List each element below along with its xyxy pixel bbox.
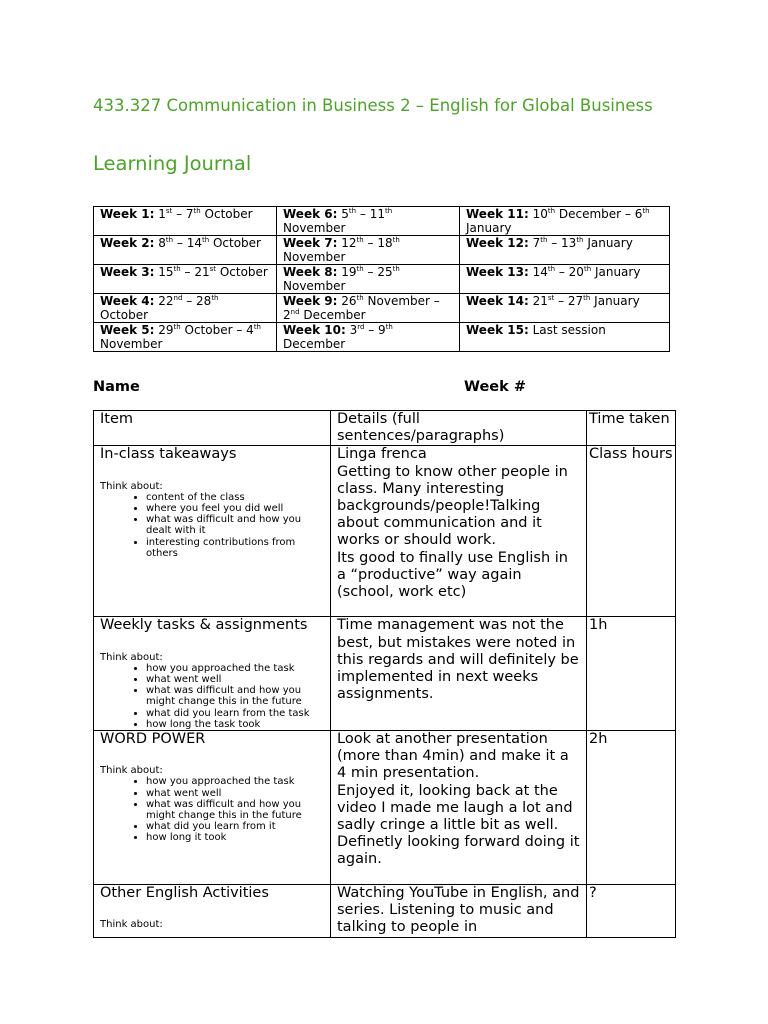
think-about-item: • how long it took (146, 832, 324, 843)
ordinal-suffix: th (211, 294, 219, 302)
schedule-cell: Week 5: 29th October – 4th November (94, 323, 277, 352)
journal-row (94, 617, 676, 731)
item-cell (94, 731, 331, 885)
ordinal-suffix: th (173, 323, 181, 331)
schedule-cell: Week 1: 1st – 7th October (94, 207, 277, 236)
schedule-cell: Week 4: 22nd – 28th October (94, 294, 277, 323)
course-title: 433.327 Communication in Business 2 – English for Global Business (93, 96, 653, 115)
ordinal-suffix: th (356, 294, 364, 302)
schedule-cell: Week 8: 19th – 25th November (277, 265, 460, 294)
think-about-item: • what went well (146, 674, 324, 685)
think-about-label: Think about: (100, 480, 163, 492)
journal-header-row (94, 411, 676, 446)
schedule-row (94, 265, 670, 294)
item-title: WORD POWER (100, 731, 206, 748)
think-about-list (100, 776, 324, 843)
ordinal-suffix: th (583, 265, 592, 273)
ordinal-suffix: th (253, 323, 261, 331)
ordinal-suffix: th (540, 236, 548, 244)
details-paragraph: Watching YouTube in English, and series. Listening to music and talking to people in (337, 885, 580, 936)
schedule-row (94, 236, 670, 265)
journal-row (94, 885, 676, 938)
schedule-cell: Week 7: 12th – 18th November (277, 236, 460, 265)
week-label: Week 7: (283, 236, 338, 250)
ordinal-suffix: th (165, 236, 174, 244)
schedule-row (94, 323, 670, 352)
schedule-cell: Week 10: 3rd – 9th December (277, 323, 460, 352)
details-cell (331, 617, 587, 731)
think-about-item: • how long the task took (146, 719, 324, 730)
think-about-item: • content of the class (146, 492, 324, 503)
week-label: Week 12: (466, 236, 529, 250)
schedule-cell: Week 9: 26th November – 2nd December (277, 294, 460, 323)
ordinal-suffix: rd (357, 323, 365, 331)
think-about-item: • what was difficult and how you might change this in the future (146, 799, 324, 821)
details-cell (331, 885, 587, 938)
think-about-item: • what did you learn from it (146, 821, 324, 832)
ordinal-suffix: th (392, 236, 400, 244)
week-label: Week 15: (466, 323, 529, 337)
details-paragraph: Getting to know other people in class. Many interesting backgrounds/people!Talking about communication and it works or should work. (337, 463, 568, 549)
week-label: Week 5: (100, 323, 155, 337)
header-time-taken: Time taken (587, 411, 676, 446)
think-about-label: Think about: (100, 651, 163, 663)
think-about-list (100, 492, 324, 559)
week-schedule-table (93, 206, 670, 352)
week-label: Week 13: (466, 265, 529, 279)
journal-row (94, 731, 676, 885)
item-title: Weekly tasks & assignments (100, 617, 308, 634)
ordinal-suffix: st (165, 207, 173, 215)
schedule-row (94, 294, 670, 323)
schedule-cell: Week 14: 21st – 27th January (460, 294, 670, 323)
week-label: Week 6: (283, 207, 338, 221)
week-label: Week 8: (283, 265, 338, 279)
think-about-item: • where you feel you did well (146, 503, 324, 514)
details-paragraph: Its good to finally use English in a “productive” way again (school, work etc) (337, 549, 568, 601)
details-paragraph: Enjoyed it, looking back at the video I made me laugh a lot and sadly cringe a little bit as well. Definetly looking forward doing it again. (337, 782, 580, 868)
item-cell (94, 885, 331, 938)
ordinal-suffix: th (583, 294, 591, 302)
ordinal-suffix: st (547, 294, 555, 302)
think-about-item: • what did you learn from the task (146, 708, 324, 719)
think-about-list (100, 663, 324, 730)
week-label: Week 10: (283, 323, 346, 337)
details-paragraph: Linga frenca (337, 446, 427, 463)
ordinal-suffix: th (547, 207, 556, 215)
ordinal-suffix: th (173, 265, 181, 273)
week-label: Week 14: (466, 294, 529, 308)
ordinal-suffix: th (392, 265, 400, 273)
ordinal-suffix: st (209, 265, 217, 273)
journal-heading: Learning Journal (93, 152, 252, 175)
think-about-item: • how you approached the task (146, 663, 324, 674)
header-details: Details (full sentences/paragraphs) (331, 411, 587, 446)
week-label: Week 11: (466, 207, 529, 221)
details-paragraph: Look at another presentation (more than 4min) and make it a 4 min presentation. (337, 731, 569, 782)
schedule-cell: Week 2: 8th – 14th October (94, 236, 277, 265)
think-about-label: Think about: (100, 919, 163, 931)
item-cell (94, 446, 331, 617)
item-title: In-class takeaways (100, 446, 237, 463)
ordinal-suffix: th (384, 207, 393, 215)
schedule-cell: Week 15: Last session (460, 323, 670, 352)
time-taken-cell: 1h (587, 617, 676, 731)
ordinal-suffix: th (201, 236, 210, 244)
time-taken-cell: ? (587, 885, 676, 938)
think-about-item: • what went well (146, 788, 324, 799)
time-taken-cell: 2h (587, 731, 676, 885)
details-paragraph: Time management was not the best, but mistakes were noted in this regards and will definitely be implemented in next weeks assignments. (337, 617, 579, 703)
ordinal-suffix: th (356, 236, 364, 244)
week-label: Week 2: (100, 236, 155, 250)
think-about-item: • what was difficult and how you dealt with it (146, 514, 324, 536)
schedule-cell: Week 6: 5th – 11th November (277, 207, 460, 236)
week-label: Week 3: (100, 265, 155, 279)
header-item: Item (94, 411, 331, 446)
time-taken-cell: Class hours (587, 446, 676, 617)
journal-row (94, 446, 676, 617)
think-about-label: Think about: (100, 765, 163, 777)
details-cell (331, 731, 587, 885)
ordinal-suffix: th (547, 265, 556, 273)
ordinal-suffix: th (356, 265, 364, 273)
journal-table (93, 410, 676, 938)
think-about-item: • interesting contributions from others (146, 537, 324, 559)
ordinal-suffix: th (193, 207, 201, 215)
schedule-cell: Week 13: 14th – 20th January (460, 265, 670, 294)
think-about-item: • what was difficult and how you might change this in the future (146, 685, 324, 707)
week-label: Week 9: (283, 294, 338, 308)
ordinal-suffix: nd (290, 308, 300, 316)
week-label: Week 1: (100, 207, 155, 221)
ordinal-suffix: nd (173, 294, 183, 302)
schedule-cell: Week 12: 7th – 13th January (460, 236, 670, 265)
ordinal-suffix: th (642, 207, 650, 215)
ordinal-suffix: th (385, 323, 393, 331)
week-label: Week 4: (100, 294, 155, 308)
ordinal-suffix: th (348, 207, 357, 215)
name-label: Name (93, 379, 140, 395)
ordinal-suffix: th (576, 236, 584, 244)
schedule-row (94, 207, 670, 236)
item-title: Other English Activities (100, 885, 269, 902)
schedule-cell: Week 11: 10th December – 6th January (460, 207, 670, 236)
think-about-item: • how you approached the task (146, 776, 324, 787)
schedule-cell: Week 3: 15th – 21st October (94, 265, 277, 294)
item-cell (94, 617, 331, 731)
details-cell (331, 446, 587, 617)
week-number-label: Week # (464, 379, 526, 395)
